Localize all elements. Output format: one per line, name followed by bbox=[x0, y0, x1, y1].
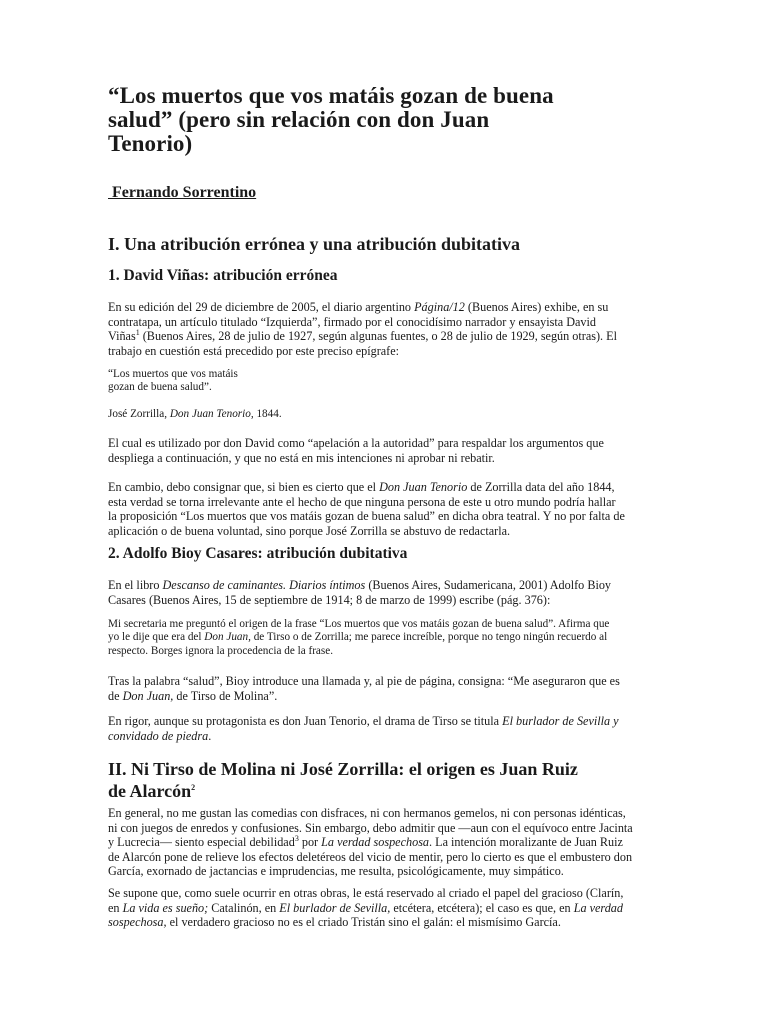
title-line: salud” (pero sin relación con don Juan bbox=[108, 107, 490, 132]
text-run: Catalinón, en bbox=[208, 900, 280, 915]
paragraph bbox=[108, 806, 664, 879]
italic-title: Descanso de caminantes. Diarios íntimos bbox=[162, 578, 366, 592]
text-run: trabajo en cuestión está precedido por este preciso epígrafe: bbox=[108, 343, 400, 358]
text-run: de bbox=[108, 688, 123, 703]
text-run: García, exornado de jactancias e imprudencias, me resulta, psicológicamente, muy simpático. bbox=[108, 864, 564, 878]
epigraph-attribution bbox=[108, 408, 664, 421]
text-run: (Buenos Aires, Sudamericana, 2001) Adolfo Bioy bbox=[365, 578, 612, 592]
text-run: En cambio, debo consignar que, si bien es cierto que el bbox=[108, 480, 380, 494]
text-run: . bbox=[208, 728, 212, 743]
paragraph bbox=[108, 300, 664, 358]
epigraph-line: gozan de buena salud”. bbox=[108, 381, 212, 394]
text-run: en bbox=[108, 900, 123, 915]
text-run: por bbox=[298, 835, 322, 849]
italic-title: Don Juan Tenorio, bbox=[169, 408, 254, 420]
italic-title: La vida es sueño; bbox=[122, 900, 209, 915]
text-run: Viñas bbox=[108, 329, 136, 343]
text-run: ni con juegos de enredos y confusiones. Sin embargo, debo admitir que —aun con el equívoco entre Jacinta bbox=[108, 820, 633, 835]
section-2-heading bbox=[108, 758, 664, 802]
paragraph bbox=[108, 578, 664, 607]
text-run: y Lucrecia— siento especial debilidad bbox=[108, 835, 295, 849]
text-run: esta verdad se torna irrelevante ante el hecho de que ninguna persona de este u otro mundo podría hallar bbox=[108, 494, 616, 509]
text-run: contratapa, un artículo titulado “Izquierda”, firmado por el conocidísimo narrador y ensayista David bbox=[108, 314, 596, 329]
text-run: Tras la palabra “salud”, Bioy introduce una llamada y, al pie de página, consigna: “Me aseguraron que es bbox=[108, 674, 620, 688]
text-run: José Zorrilla, bbox=[108, 408, 170, 420]
italic-title: La verdad sospechosa bbox=[321, 835, 430, 849]
text-run: respecto. Borges ignora la procedencia de la frase. bbox=[108, 644, 333, 657]
italic-title: Don Juan Tenorio bbox=[379, 480, 468, 494]
italic-title: Don Juan, bbox=[122, 688, 174, 703]
text-run: Se supone que, como suele ocurrir en otras obras, le está reservado al criado el papel del gracioso (Clarín, bbox=[108, 886, 624, 900]
paragraph bbox=[108, 714, 664, 743]
text-run: Mi secretaria me preguntó el origen de la frase “Los muertos que vos matáis gozan de buena salud”. Afirma que bbox=[108, 618, 610, 630]
epigraph bbox=[108, 368, 664, 395]
block-quote bbox=[108, 618, 664, 658]
paragraph bbox=[108, 480, 664, 538]
italic-title: Don Juan, bbox=[204, 631, 251, 644]
title-line: “Los muertos que vos matáis gozan de buena bbox=[108, 83, 554, 108]
text-run: En general, no me gustan las comedias con disfraces, ni con hermanos gemelos, ni con personas idénticas, bbox=[108, 806, 626, 820]
footnote-marker: 1 bbox=[135, 327, 140, 337]
text-run: de Alarcón pone de relieve los efectos deletéreos del vicio de mentir, pero lo cierto es que el embustero don bbox=[108, 849, 633, 864]
author-name: Fernando Sorrentino bbox=[108, 184, 257, 201]
epigraph-line: “Los muertos que vos matáis bbox=[108, 368, 238, 380]
footnote-marker: 2 bbox=[191, 783, 196, 792]
title-line: Tenorio) bbox=[108, 131, 193, 156]
text-run: yo le dije que era del bbox=[108, 631, 205, 644]
text-run: de Zorrilla data del año 1844, bbox=[467, 480, 615, 494]
text-run: la proposición “Los muertos que vos matáis gozan de buena salud” en dicha obra teatral. Y no por falta de bbox=[108, 509, 625, 523]
text-run: . La intención moralizante de Juan Ruiz bbox=[429, 835, 623, 849]
italic-title: La verdad bbox=[573, 900, 623, 915]
text-run: aplicación o de buena voluntad, sino porque José Zorrilla se abstuvo de redactarla. bbox=[108, 523, 511, 538]
text-run: de Tirso o de Zorrilla; me parece increíble, porque no tengo ningún recuerdo al bbox=[250, 631, 608, 644]
heading-line: de Alarcón bbox=[108, 781, 192, 801]
text-run: de Tirso de Molina”. bbox=[173, 688, 278, 703]
text-run: En su edición del 29 de diciembre de 2005, el diario argentino bbox=[108, 300, 415, 314]
subsection-2-heading: 2. Adolfo Bioy Casares: atribución dubitativa bbox=[108, 545, 408, 562]
text-run: (Buenos Aires) exhibe, en su bbox=[464, 300, 609, 314]
text-run: El cual es utilizado por don David como “apelación a la autoridad” para respaldar los argumentos que bbox=[108, 436, 604, 450]
subsection-1-heading: 1. David Viñas: atribución errónea bbox=[108, 267, 338, 284]
text-run: despliega a continuación, y que no está en mis intenciones ni aprobar ni rebatir. bbox=[108, 450, 495, 465]
heading-line: II. Ni Tirso de Molina ni José Zorrilla: el origen es Juan Ruiz bbox=[108, 759, 578, 779]
italic-title: El burlador de Sevilla, bbox=[279, 900, 391, 915]
paragraph bbox=[108, 674, 664, 703]
footnote-marker: 3 bbox=[294, 833, 299, 843]
paragraph bbox=[108, 886, 664, 930]
italic-title: Página/12 bbox=[414, 300, 465, 314]
text-run: En el libro bbox=[108, 578, 163, 592]
italic-title: convidado de piedra bbox=[108, 728, 209, 743]
text-run: etcétera, etcétera); el caso es que, en bbox=[390, 900, 574, 915]
section-1-heading: I. Una atribución errónea y una atribución dubitativa bbox=[108, 234, 521, 254]
text-run: 1844. bbox=[253, 408, 282, 420]
text-run: Casares (Buenos Aires, 15 de septiembre de 1914; 8 de marzo de 1999) escribe (pág. 376): bbox=[108, 592, 551, 607]
text-run: el verdadero gracioso no es el criado Tristán sino el galán: el mismísimo García. bbox=[166, 915, 561, 929]
text-run: (Buenos Aires, 28 de julio de 1927, según algunas fuentes, o 28 de julio de 1929, según otras). El bbox=[139, 329, 617, 343]
paragraph bbox=[108, 436, 664, 465]
text-run: En rigor, aunque su protagonista es don Juan Tenorio, el drama de Tirso se titula bbox=[108, 714, 503, 728]
document-title bbox=[108, 84, 664, 156]
italic-title: El burlador de Sevilla y bbox=[502, 714, 619, 728]
italic-title: sospechosa, bbox=[108, 915, 167, 929]
